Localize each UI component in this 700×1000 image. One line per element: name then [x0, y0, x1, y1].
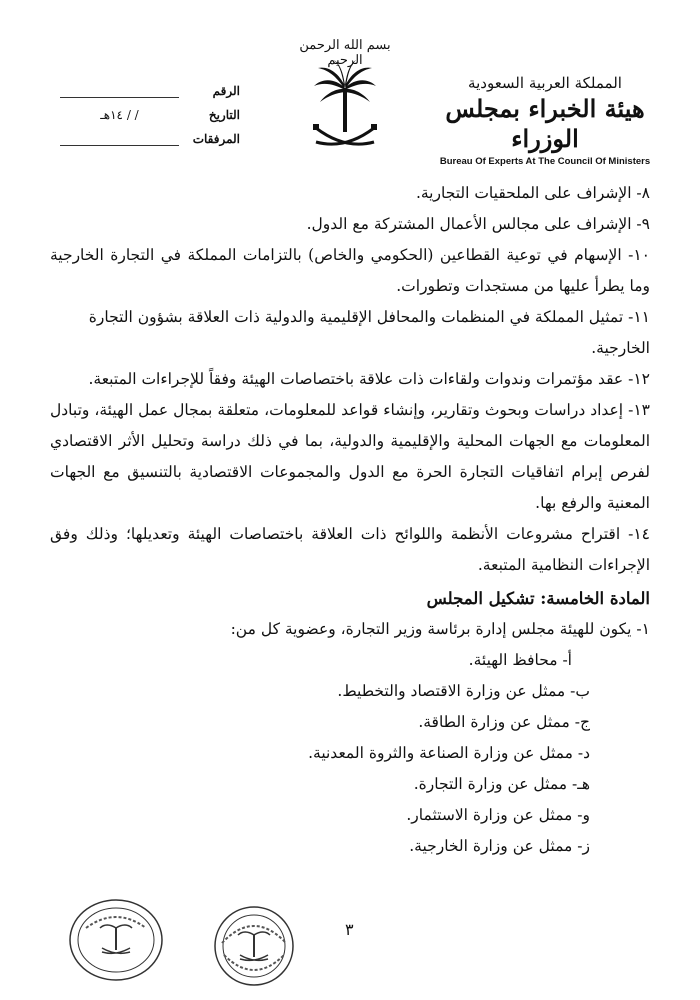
date-value: / / ١٤هـ: [100, 108, 139, 122]
member-item: هـ- ممثل عن وزارة التجارة.: [413, 775, 590, 793]
palm-swords-emblem-icon: [310, 58, 380, 158]
list-item: ١١- تمثيل المملكة في المنظمات والمحافل الإقليمية والدولية ذات العلاقة بشؤون التجارة الخارجية.: [88, 308, 650, 357]
reference-block: [60, 80, 240, 152]
official-seal-icon: [68, 898, 164, 982]
member-item: ز- ممثل عن وزارة الخارجية.: [409, 837, 590, 855]
date-row: [60, 104, 240, 126]
member-item: أ- محافظ الهيئة.: [468, 651, 572, 669]
date-label: التاريخ: [208, 108, 240, 122]
list-item: ١٣- إعداد دراسات وبحوث وتقارير، وإنشاء قواعد للمعلومات، متعلقة بمجال عمل الهيئة، وتبادل المعلومات مع الجهات المحلية والإقليمية والدولية، بما في ذلك دراسة وتحليل الأثر الاقتصادي لفرص إبرام اتفاقيات التجارة الحرة مع الدول والمجموعات الاقتصادية بالتنسيق مع الجهات المعنية والرفع بها.: [50, 401, 650, 512]
list-item: ١٤- اقتراح مشروعات الأنظمة واللوائح ذات العلاقة باختصاصات الهيئة وتعديلها؛ وذلك وفق الإجراءات النظامية المتبعة.: [50, 525, 650, 574]
list-item: ٩- الإشراف على مجالس الأعمال المشتركة مع الدول.: [306, 215, 650, 233]
document-body: [50, 178, 650, 862]
page-number: ٣: [345, 920, 354, 939]
number-row: [60, 80, 240, 102]
country-name: المملكة العربية السعودية: [468, 74, 622, 92]
member-item: ج- ممثل عن وزارة الطاقة.: [418, 713, 590, 731]
member-item: و- ممثل عن وزارة الاستثمار.: [406, 806, 590, 824]
organization-name-english: Bureau Of Experts At The Council Of Ministers: [439, 156, 651, 167]
attachments-label: المرفقات: [192, 132, 240, 146]
member-item: ب- ممثل عن وزارة الاقتصاد والتخطيط.: [337, 682, 590, 700]
official-seal-icon: [210, 905, 298, 987]
list-item: ٨- الإشراف على الملحقيات التجارية.: [415, 184, 650, 202]
list-item: ١٢- عقد مؤتمرات وندوات ولقاءات ذات علاقة باختصاصات الهيئة وفقاً للإجراءات المتبعة.: [88, 370, 650, 388]
list-item: ١٠- الإسهام في توعية القطاعين (الحكومي والخاص) بالتزامات المملكة في التجارة الخارجية وما يطرأ عليها من مستجدات وتطورات.: [50, 246, 650, 295]
attachments-field: [60, 133, 179, 146]
number-field: [60, 85, 179, 98]
organization-name-arabic: هيئة الخبراء بمجلس الوزراء: [445, 94, 645, 153]
attachments-row: [60, 128, 240, 150]
bismillah-calligraphy: بسم الله الرحمن الرحيم: [299, 38, 391, 68]
article-intro: ١- يكون للهيئة مجلس إدارة برئاسة وزير التجارة، وعضوية كل من:: [230, 620, 650, 638]
letterhead: [0, 0, 700, 170]
organization-block: [430, 74, 660, 167]
member-item: د- ممثل عن وزارة الصناعة والثروة المعدنية.: [308, 744, 590, 762]
article-heading: المادة الخامسة: تشكيل المجلس: [426, 589, 650, 608]
number-label: الرقم: [212, 84, 240, 98]
